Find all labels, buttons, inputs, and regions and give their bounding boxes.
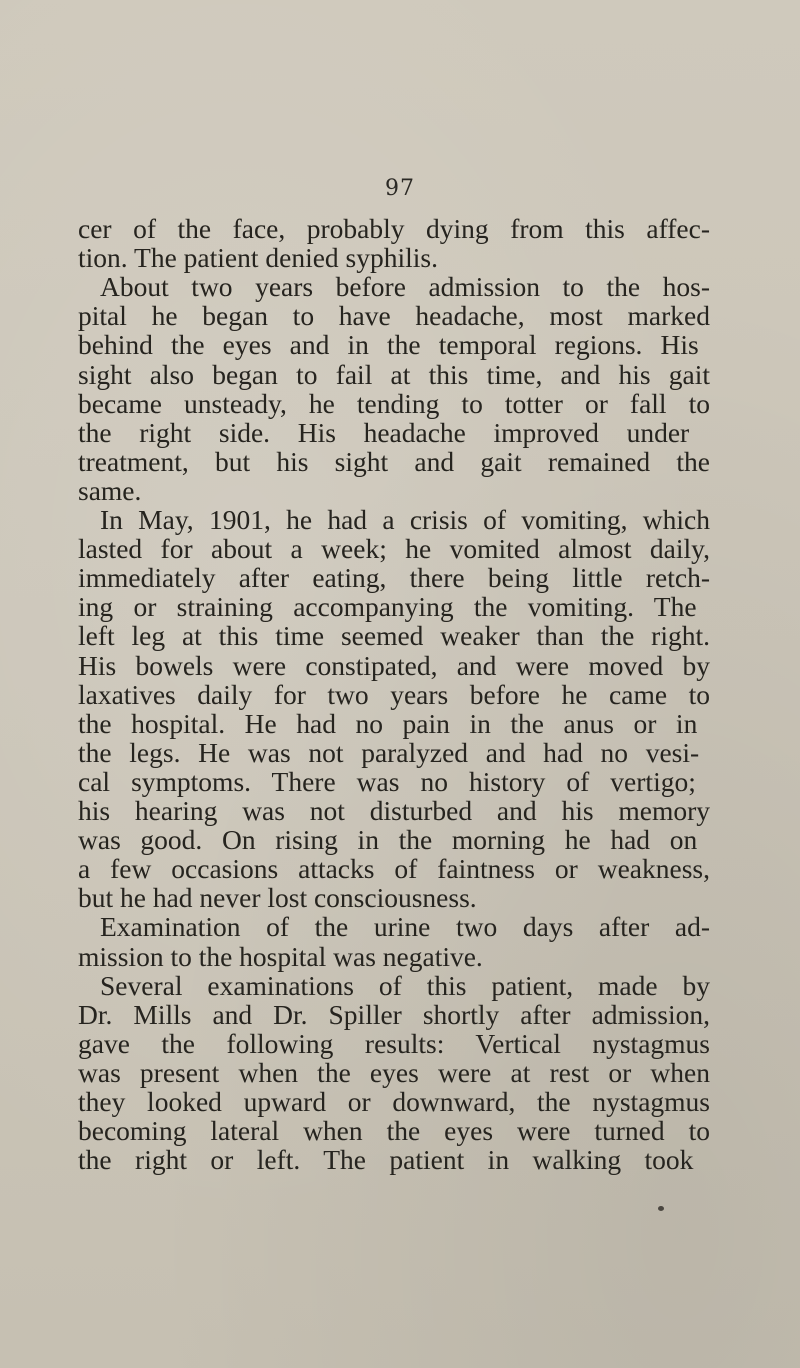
text-line: the legs. He was not paralyzed and had no vesi- bbox=[78, 736, 700, 768]
text-line: His bowels were constipated, and were moved by bbox=[78, 649, 710, 681]
ink-speck bbox=[658, 1206, 664, 1211]
page-number: 97 bbox=[385, 176, 415, 201]
text-line: was good. On rising in the morning he had on bbox=[78, 824, 698, 856]
text-line: ing or straining accompanying the vomiting. The bbox=[78, 591, 697, 623]
text-line: sight also began to fail at this time, and his gait bbox=[78, 358, 710, 390]
text-line: the right side. His headache improved under bbox=[78, 416, 690, 448]
text-line: treatment, but his sight and gait remained the bbox=[78, 445, 710, 477]
text-line: immediately after eating, there being little retch- bbox=[78, 562, 710, 594]
text-line: laxatives daily for two years before he came to bbox=[78, 678, 710, 710]
text-line: but he had never lost consciousness. bbox=[78, 882, 477, 914]
text-line: cal symptoms. There was no history of vertigo; bbox=[78, 765, 696, 797]
text-line: same. bbox=[78, 474, 142, 506]
text-line: behind the eyes and in the temporal regions. His bbox=[78, 329, 699, 361]
text-line: becoming lateral when the eyes were turned to bbox=[78, 1115, 710, 1147]
text-line: pital he began to have headache, most marked bbox=[78, 300, 710, 332]
text-line: the right or left. The patient in walking took bbox=[78, 1144, 694, 1176]
text-line: cer of the face, probably dying from this affec- bbox=[78, 213, 710, 244]
text-line: his hearing was not disturbed and his memory bbox=[78, 795, 710, 826]
text-line: was present when the eyes were at rest or when bbox=[78, 1056, 710, 1088]
text-line: About two years before admission to the hos- bbox=[100, 271, 710, 303]
text-line: left leg at this time seemed weaker than the right. bbox=[78, 620, 710, 652]
text-line: became unsteady, he tending to totter or fall to bbox=[78, 387, 710, 419]
text-line: a few occasions attacks of faintness or weakness, bbox=[78, 853, 710, 885]
text-line: Dr. Mills and Dr. Spiller shortly after admission, bbox=[78, 998, 710, 1030]
text-line: mission to the hospital was negative. bbox=[78, 940, 483, 972]
text-line: In May, 1901, he had a crisis of vomiting, which bbox=[100, 504, 710, 535]
text-line: they looked upward or downward, the nystagmus bbox=[78, 1086, 710, 1117]
text-line: Several examinations of this patient, made by bbox=[100, 969, 710, 1001]
text-line: Examination of the urine two days after ad- bbox=[100, 911, 710, 943]
text-line: the hospital. He had no pain in the anus or in bbox=[78, 707, 698, 739]
text-line: lasted for about a week; he vomited almost daily, bbox=[78, 533, 710, 565]
text-line: tion. The patient denied syphilis. bbox=[78, 242, 438, 274]
text-line: gave the following results: Vertical nystagmus bbox=[78, 1027, 710, 1059]
